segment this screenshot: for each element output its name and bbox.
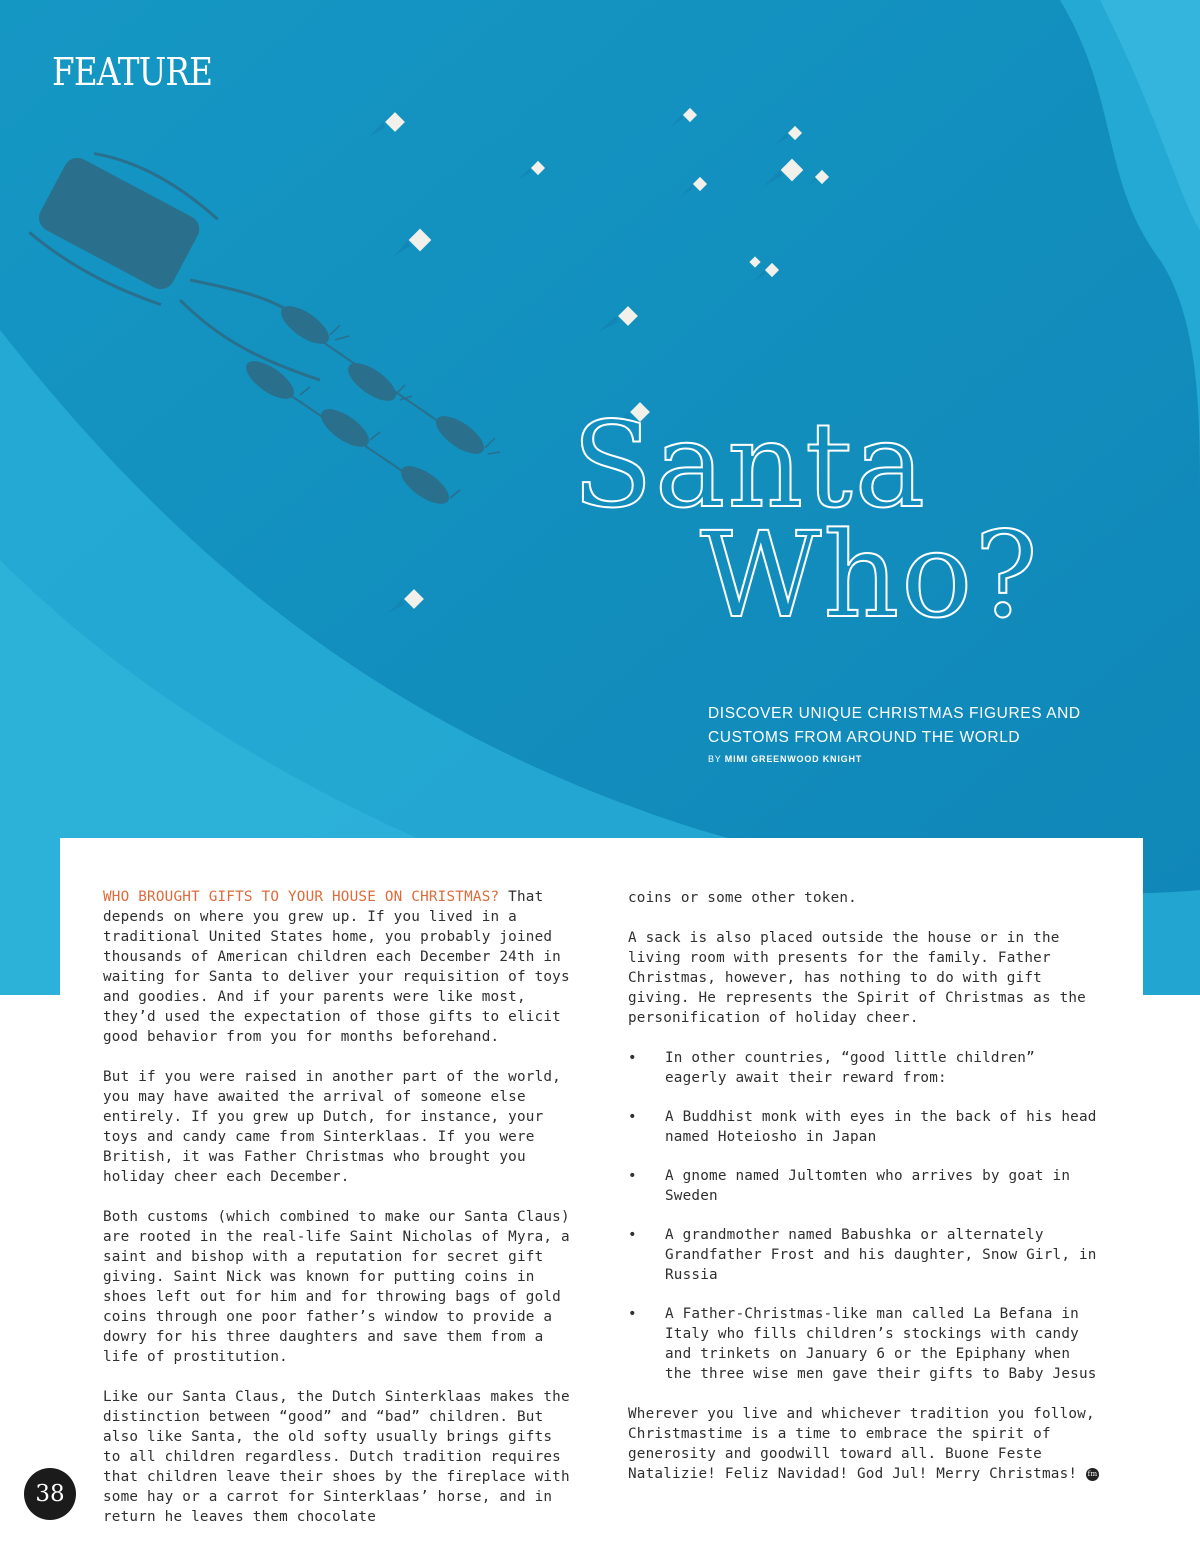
body-paragraph: Both customs (which combined to make our Santa Claus) are rooted in the real-life Saint Nicholas of Myra, a saint and bishop with a reputation for secret gift giving. Saint Nick was known for putting coins in shoes left out for him and for throwing bags of gold coins through one poor father’s window to provide a dowry for his three daughters and save them from a life of prostitution. xyxy=(103,1209,570,1365)
body-paragraph: Like our Santa Claus, the Dutch Sinterklaas makes the distinction between “good” and “bad” children. But also like Santa, the old softy usually brings gifts to all children regardless. Dutch tradition requires that children leave their shoes by the fireplace with some hay or a carrot for Sinterklaas’ horse, and in return he leaves them chocolate xyxy=(103,1389,570,1525)
bullet-icon: • xyxy=(628,1109,637,1125)
bullet-icon: • xyxy=(628,1306,637,1322)
title-line-1: Santa xyxy=(572,396,927,534)
lead-in: WHO BROUGHT GIFTS TO YOUR HOUSE ON CHRISTMAS? xyxy=(103,889,500,905)
list-item: • A gnome named Jultomten who arrives by goat in Sweden xyxy=(628,1168,1071,1204)
list-item: • A Father-Christmas-like man called La Befana in Italy who fills children’s stockings with candy and trinkets on January 6 or the Epiphany when the three wise men gave their gifts to Baby Jesus xyxy=(628,1306,1097,1382)
end-of-article-icon: fm xyxy=(1086,1468,1099,1481)
bullet-list xyxy=(628,1048,1103,1384)
list-item: • In other countries, “good little children” eagerly await their reward from: xyxy=(628,1050,1035,1086)
page-number: 38 xyxy=(24,1468,76,1520)
body-paragraph: A sack is also placed outside the house or in the living room with presents for the family. Father Christmas, however, has nothing to do with gift giving. He represents the Spirit of Christmas as the personification of holiday cheer. xyxy=(628,930,1086,1026)
bullet-icon: • xyxy=(628,1168,637,1184)
closing-paragraph: Wherever you live and whichever tradition you follow, Christmastime is a time to embrace the spirit of generosity and goodwill toward all. Buone Feste Natalizie! Feliz Navidad! God Jul! Merry Christmas! fm xyxy=(628,1406,1098,1482)
body-column-right xyxy=(628,888,1103,1504)
title-line-2: Who? xyxy=(700,506,1040,644)
article-deck: DISCOVER UNIQUE CHRISTMAS FIGURES AND CUSTOMS FROM AROUND THE WORLD xyxy=(708,705,1081,746)
section-label: FEATURE xyxy=(52,50,213,94)
byline xyxy=(708,754,862,764)
byline-author: MIMI GREENWOOD KNIGHT xyxy=(724,754,863,764)
article-title xyxy=(572,396,1040,644)
body-column-left xyxy=(103,887,578,1547)
body-paragraph: But if you were raised in another part of the world, you may have awaited the arrival of someone else entirely. If you grew up Dutch, for instance, your toys and candy came from Sinterklaas. If you were British, it was Father Christmas who brought you holiday cheer each December. xyxy=(103,1069,561,1185)
bullet-icon: • xyxy=(628,1227,637,1243)
list-item: • A Buddhist monk with eyes in the back of his head named Hoteiosho in Japan xyxy=(628,1109,1097,1145)
bullet-icon: • xyxy=(628,1050,637,1066)
body-paragraph: coins or some other token. xyxy=(628,890,857,906)
article-body-card xyxy=(60,838,1143,1528)
body-paragraph xyxy=(103,887,578,1047)
byline-prefix: BY xyxy=(708,754,722,764)
list-item: • A grandmother named Babushka or alternately Grandfather Frost and his daughter, Snow Girl, in Russia xyxy=(628,1227,1097,1283)
paragraph-text: That depends on where you grew up. If you lived in a traditional United States home, you probably joined thousands of American children each December 24th in waiting for Santa to deliver your requisition of toys and goodies. And if your parents were like most, they’d used the expectation of those gifts to elicit good behavior from you for months beforehand. xyxy=(103,889,570,1045)
